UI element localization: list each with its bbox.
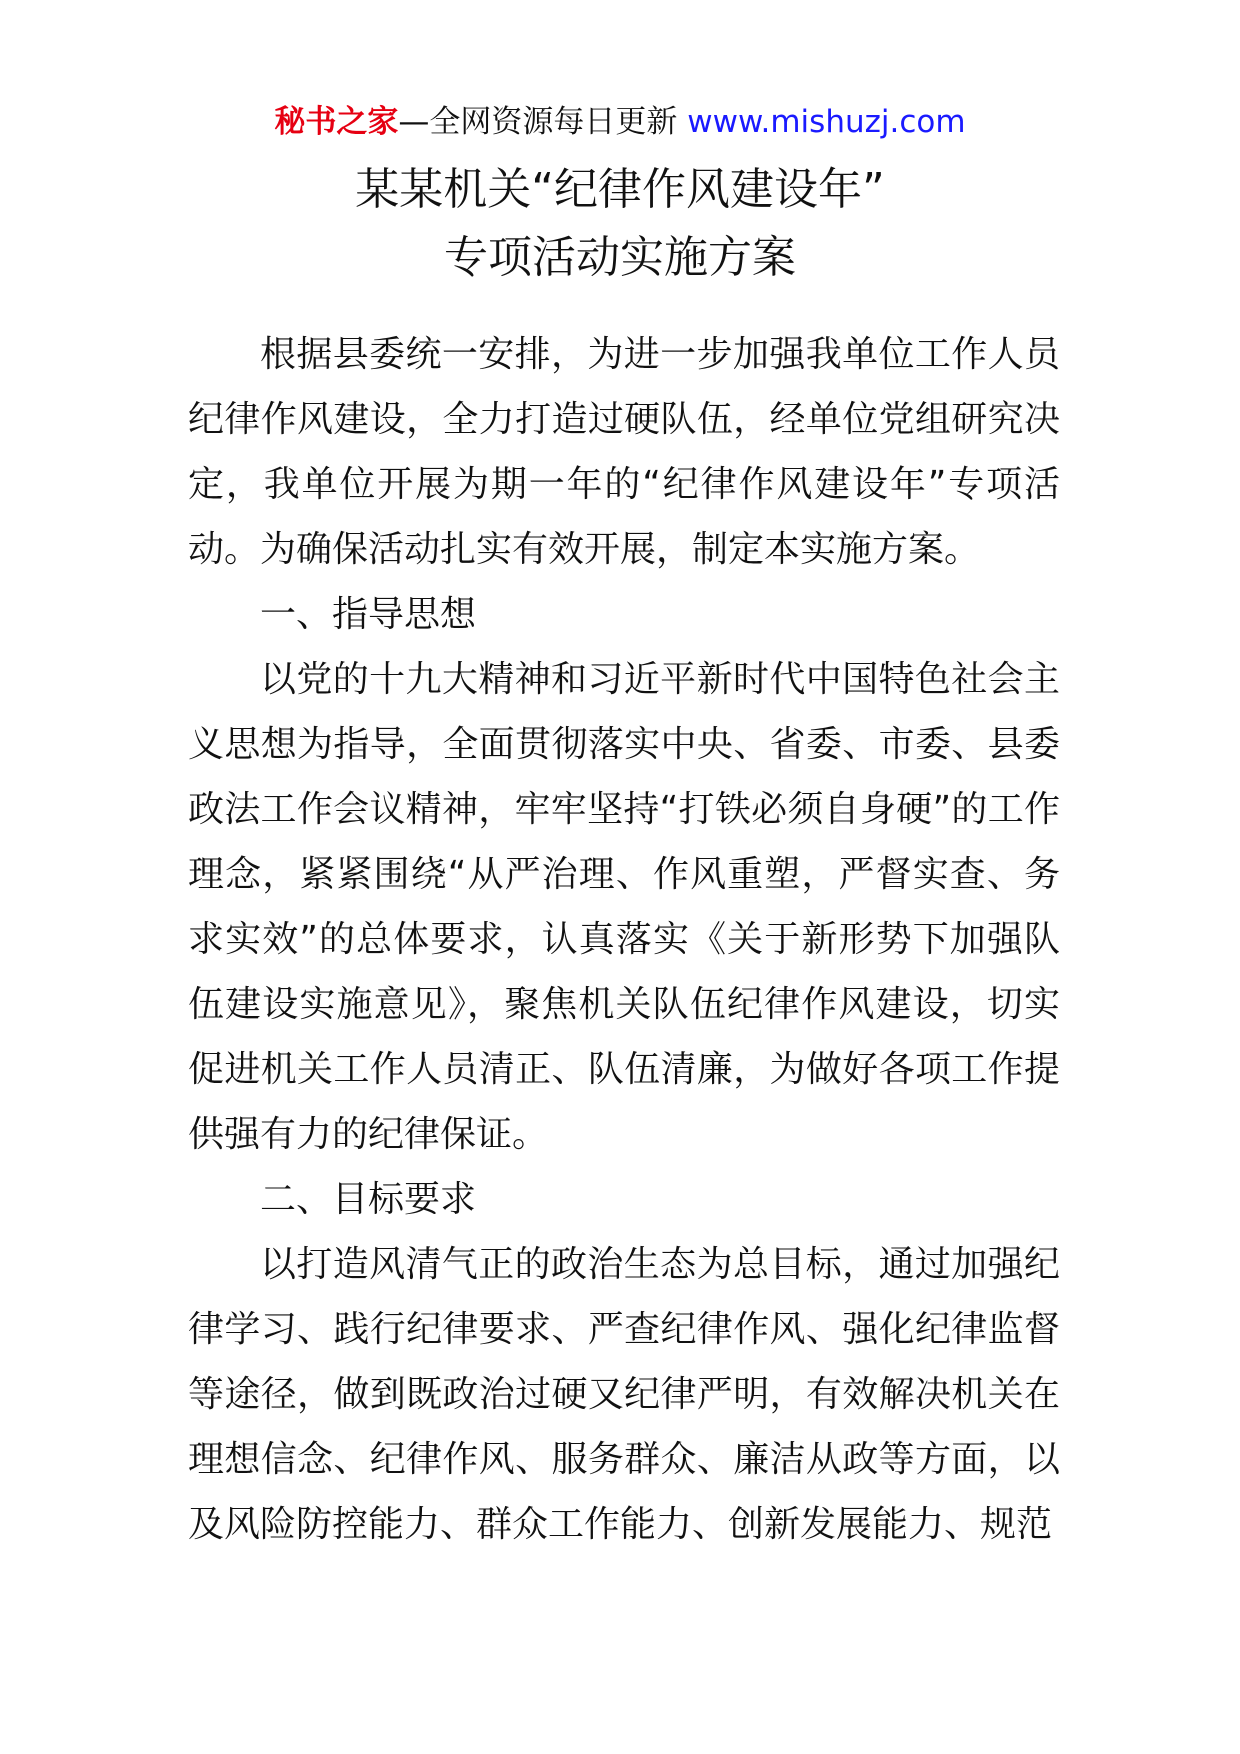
site-brand[interactable]: 秘书之家 [274, 104, 399, 140]
intro-paragraph: 根据县委统一安排，为进一步加强我单位工作人员纪律作风建设，全力打造过硬队伍，经单位党组研究决定，我单位开展为期一年的“纪律作风建设年”专项活动。为确保活动扎实有效开展，制定本实施方案。 [188, 334, 1060, 570]
section-heading-guiding-ideology: 一、指导思想 [260, 594, 477, 635]
document-title-line-1: 某某机关“纪律作风建设年” [355, 164, 885, 215]
site-url-link[interactable]: www.mishuzj.com [687, 104, 966, 140]
site-tagline: —全网资源每日更新 [398, 104, 678, 140]
document-title-line-2: 专项活动实施方案 [444, 232, 796, 283]
site-header [0, 100, 1240, 144]
section-heading-goals: 二、目标要求 [260, 1179, 477, 1220]
section-paragraph-goals: 以打造风清气正的政治生态为总目标，通过加强纪律学习、践行纪律要求、严查纪律作风、强化纪律监督等途径，做到既政治过硬又纪律严明，有效解决机关在理想信念、纪律作风、服务群众、廉洁从政等方面，以及风险防控能力、群众工作能力、创新发展能力、规范 [188, 1244, 1060, 1545]
section-paragraph-guiding-ideology: 以党的十九大精神和习近平新时代中国特色社会主义思想为指导，全面贯彻落实中央、省委、市委、县委政法工作会议精神，牢牢坚持“打铁必须自身硬”的工作理念，紧紧围绕“从严治理、作风重塑，严督实查、务求实效”的总体要求，认真落实《关于新形势下加强队伍建设实施意见》，聚焦机关队伍纪律作风建设，切实促进机关工作人员清正、队伍清廉，为做好各项工作提供强有力的纪律保证。 [188, 659, 1060, 1155]
document-body [188, 322, 1060, 1557]
